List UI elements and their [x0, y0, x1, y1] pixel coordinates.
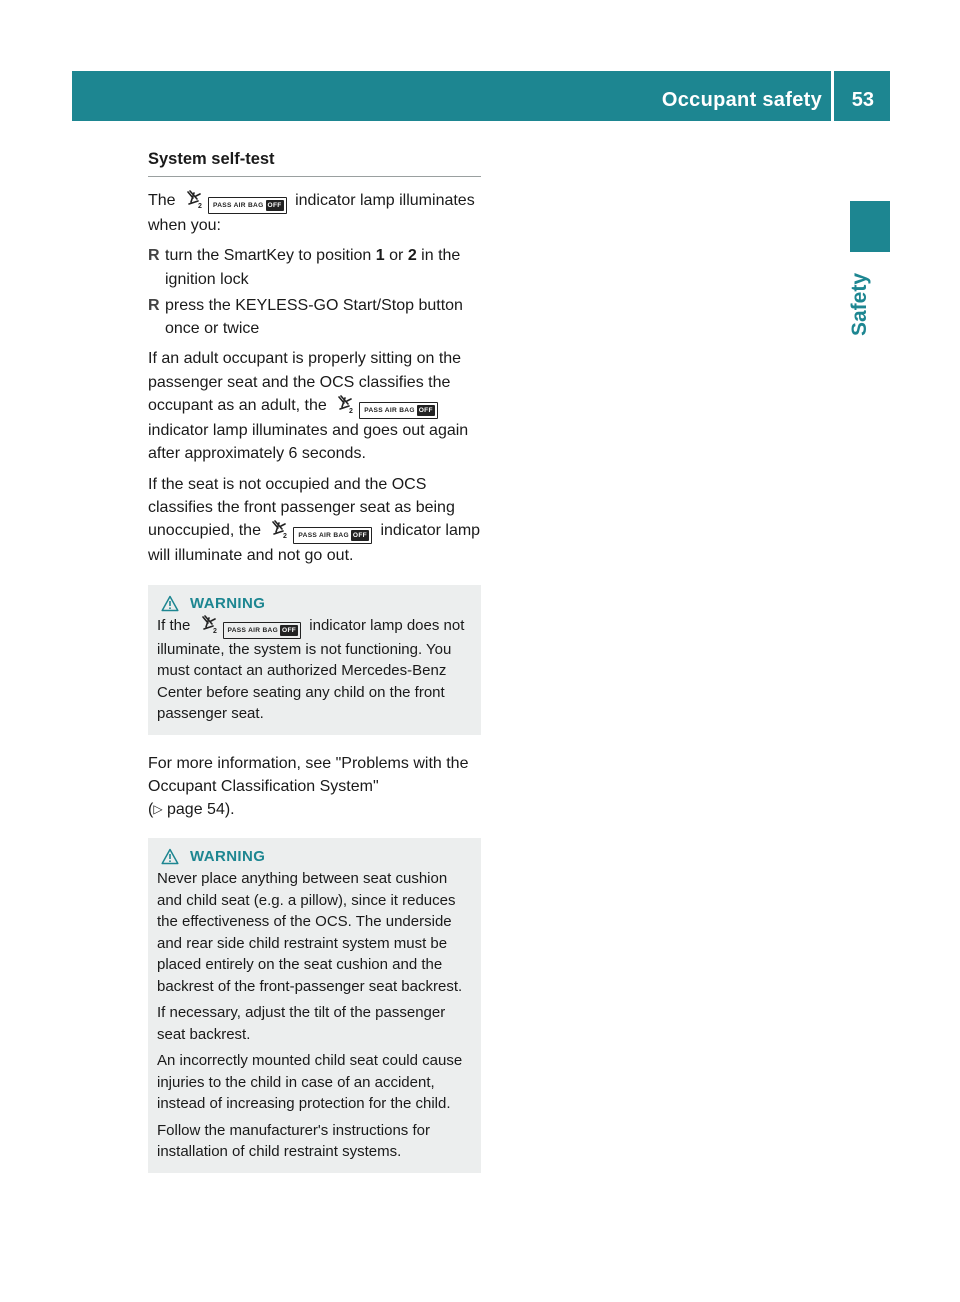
condition-list	[148, 244, 481, 340]
more-info-paragraph: For more information, see "Problems with the Occupant Classification System" (▷ page 54).	[148, 754, 469, 819]
side-tab-label: Safety	[848, 272, 871, 336]
intro-paragraph: The 2 PASS AIR BAG OFF indicator lamp illuminates when you:	[148, 192, 475, 234]
warning-text: Never place anything between seat cushion and child seat (e.g. a pillow), since it reduces the effectiveness of the OCS. The underside and rear side child restraint system must be placed entirely on the seat cushion and the backrest of the front-passenger seat backrest.	[157, 870, 463, 995]
child-seat-icon	[185, 190, 204, 208]
bullet-icon: R	[148, 296, 160, 314]
warning-box	[148, 838, 481, 1173]
child-seat-icon	[336, 395, 355, 413]
child-seat-icon	[270, 520, 289, 538]
svg-text:2: 2	[212, 627, 217, 633]
list-item: R turn the SmartKey to position 1 or 2 in the ignition lock	[148, 244, 481, 291]
warning-text: If necessary, adjust the tilt of the passenger seat backrest.	[157, 1004, 446, 1043]
warning-triangle-icon	[161, 595, 179, 612]
svg-text:2: 2	[349, 408, 354, 414]
warning-box	[148, 585, 481, 735]
page-number: 53	[851, 89, 874, 111]
page-reference[interactable]: page 54).	[162, 801, 235, 819]
chapter-title: Occupant safety	[661, 89, 822, 111]
warning-text: An incorrectly mounted child seat could cause injuries to the child in case of an accident, instead of increasing protection for the child.	[157, 1052, 463, 1113]
warning-text: If the 2 PASS AIR BAG OFF indicator lamp does not illuminate, the system is not functioning. You must contact an authorized Mercedes-Benz Center before seating any child on the front passenger seat.	[157, 616, 465, 723]
warning-header	[157, 595, 473, 612]
main-column	[148, 150, 481, 1190]
warning-label: WARNING	[190, 594, 266, 612]
warning-triangle-icon	[161, 848, 179, 865]
child-seat-icon	[200, 615, 219, 633]
pass-airbag-off-icon: PASS AIR BAG OFF	[293, 527, 372, 544]
unoccupied-paragraph: If the seat is not occupied and the OCS classifies the front passenger seat as being unoccupied, the 2 PASS AIR BAG OFF indicator lamp will illuminate and not go out.	[148, 475, 481, 565]
page-header	[72, 71, 890, 121]
header-divider	[831, 71, 834, 121]
warning-text: Follow the manufacturer's instructions for installation of child restraint systems.	[157, 1121, 430, 1161]
pass-airbag-off-icon: PASS AIR BAG OFF	[223, 622, 302, 639]
bullet-icon: R	[148, 247, 160, 265]
section-title: System self-test	[148, 150, 481, 177]
warning-label: WARNING	[190, 848, 266, 866]
svg-text:2: 2	[283, 533, 288, 539]
warning-header	[157, 848, 473, 865]
pass-airbag-off-icon: PASS AIR BAG OFF	[359, 402, 438, 419]
list-item: R press the KEYLESS-GO Start/Stop button once or twice	[148, 294, 481, 341]
pass-airbag-off-icon: PASS AIR BAG OFF	[208, 197, 287, 214]
adult-paragraph: If an adult occupant is properly sitting on the passenger seat and the OCS classifies the occupant as an adult, the 2 PASS AIR BAG OFF indicator lamp illuminates and goes out again after approximately 6 seconds.	[148, 350, 469, 463]
svg-text:2: 2	[198, 203, 202, 208]
page-ref-arrow-icon: ▷	[153, 802, 163, 817]
side-tab-marker	[850, 201, 890, 252]
